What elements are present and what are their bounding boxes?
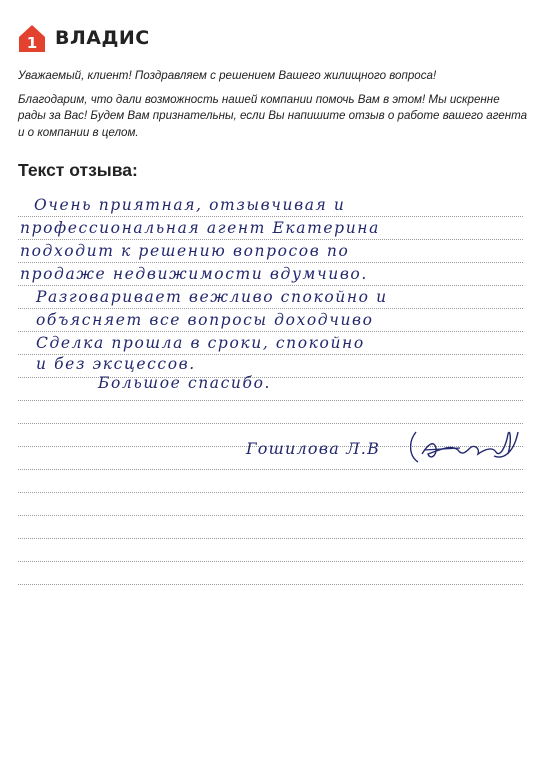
- ruled-line: [18, 561, 523, 562]
- ruled-line: [18, 492, 523, 493]
- signature-scribble: [410, 426, 522, 468]
- svg-text:1: 1: [26, 34, 38, 52]
- company-logo: [16, 22, 150, 54]
- handwritten-line: подходит к решению вопросов по: [20, 242, 350, 260]
- handwritten-line: Сделка прошла в сроки, спокойно: [36, 334, 365, 352]
- ruled-line: [18, 515, 523, 516]
- ruled-line: [18, 216, 523, 217]
- logo-text: ВЛАДИС: [55, 27, 150, 49]
- review-heading: Текст отзыва:: [18, 160, 138, 180]
- handwritten-line: профессиональная агент Екатерина: [20, 219, 380, 237]
- thanks-paragraph: Благодарим, что дали возможность нашей компании помочь Вам в этом! Мы искренне рады за Вас! Будем Вам признательны, если Вы напишите отзыв о работе вашего агента и о компании в целом.: [18, 92, 528, 139]
- ruled-line: [18, 538, 523, 539]
- ruled-line: [18, 423, 523, 424]
- ruled-line: [18, 285, 523, 286]
- signature-name: Гошилова Л.В: [246, 439, 381, 458]
- handwritten-line: и без эксцессов.: [36, 355, 196, 373]
- ruled-line: [18, 331, 523, 332]
- ruled-line: [18, 400, 523, 401]
- handwritten-line: Очень приятная, отзывчивая и: [34, 196, 346, 214]
- handwritten-line: Большое спасибо.: [98, 374, 272, 392]
- handwritten-line: объясняет все вопросы доходчиво: [36, 311, 374, 329]
- ruled-line: [18, 584, 523, 585]
- handwritten-line: Разговаривает вежливо спокойно и: [36, 288, 388, 306]
- ruled-line: [18, 469, 523, 470]
- handwritten-line: продаже недвижимости вдумчиво.: [20, 265, 368, 283]
- ruled-line: [18, 308, 523, 309]
- ruled-line: [18, 262, 523, 263]
- house-logo-icon: [16, 22, 48, 54]
- intro-text: [18, 68, 528, 145]
- ruled-line: [18, 239, 523, 240]
- greeting-line: Уважаемый, клиент! Поздравляем с решением Вашего жилищного вопроса!: [18, 69, 437, 82]
